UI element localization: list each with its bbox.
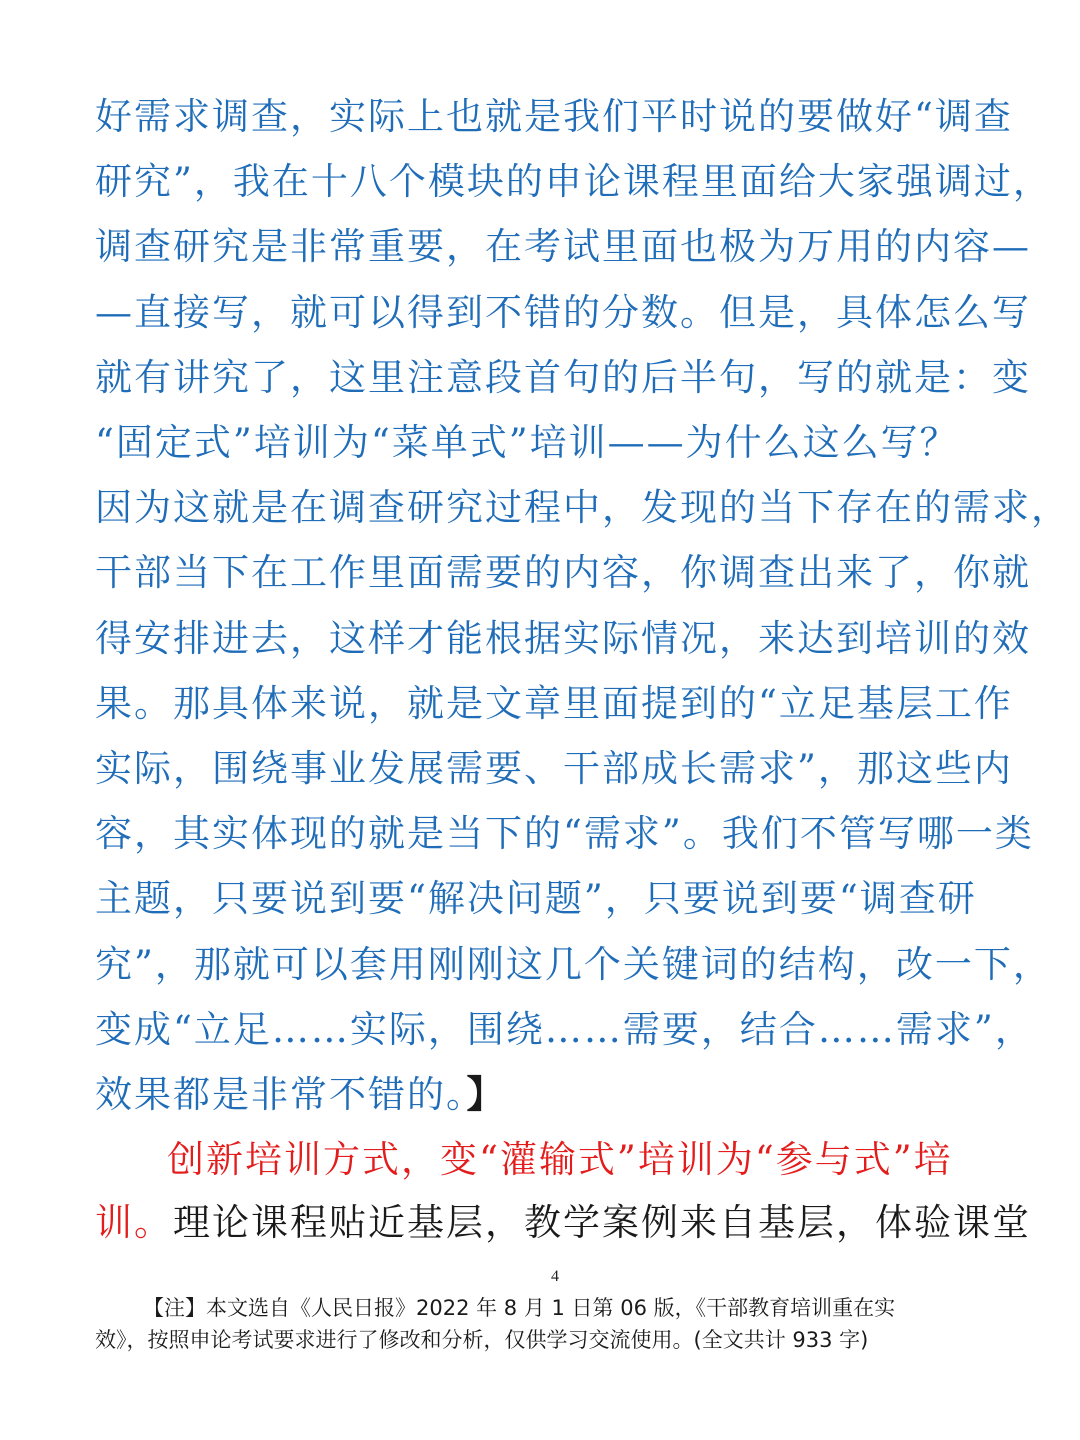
- closing-bracket: 】: [466, 1072, 506, 1117]
- commentary-line: 得安排进去，这样才能根据实际情况，来达到培训的效: [95, 616, 1031, 660]
- section-heading: 创新培训方式，变“灌输式”培训为“参与式”培: [167, 1138, 953, 1181]
- commentary-line: —直接写，就可以得到不错的分数。但是，具体怎么写: [95, 290, 1031, 334]
- commentary-line: 变成“立足……实际，围绕……需要，结合……需求”，: [95, 1007, 1034, 1051]
- section-heading-end: 训。: [95, 1201, 173, 1244]
- commentary-block: [95, 84, 1070, 1127]
- commentary-line: 调查研究是非常重要，在考试里面也极为万用的内容—: [95, 225, 1031, 269]
- commentary-last-line: [95, 1062, 1015, 1127]
- commentary-line: “固定式”培训为“菜单式”培训——为什么这么写？: [95, 421, 959, 465]
- article-line: [95, 1191, 1031, 1254]
- commentary-line: 就有讲究了，这里注意段首句的后半句，写的就是：变: [95, 355, 1031, 399]
- commentary-line: 研究”，我在十八个模块的申论课程里面给大家强调过，: [95, 160, 1052, 204]
- commentary-line: 主题，只要说到要“解决问题”，只要说到要“调查研: [95, 877, 977, 921]
- page-number: 4: [551, 1268, 559, 1285]
- commentary-line: 果。那具体来说，就是文章里面提到的“立足基层工作: [95, 681, 1013, 725]
- article-paragraph: [95, 1128, 1031, 1254]
- commentary-last-text: 效果都是非常不错的。: [95, 1073, 467, 1117]
- footnote-line: 【注】本文选自《人民日报》2022 年 8 月 1 日第 06 版，《干部教育培训重在实: [143, 1296, 896, 1320]
- footnote-line: 效》，按照申论考试要求进行了修改和分析，仅供学习交流使用。(全文共计 933 字): [95, 1328, 869, 1352]
- commentary-line: 好需求调查，实际上也就是我们平时说的要做好“调查: [95, 95, 1013, 138]
- commentary-line: 究”，那就可以套用刚刚这几个关键词的结构，改一下，: [95, 942, 1052, 986]
- commentary-line: 因为这就是在调查研究过程中，发现的当下存在的需求，: [95, 486, 1070, 530]
- commentary-line: 干部当下在工作里面需要的内容，你调查出来了，你就: [95, 551, 1031, 595]
- article-body-text: 理论课程贴近基层，教学案例来自基层，体验课堂: [173, 1201, 1031, 1244]
- commentary-line: 容，其实体现的就是当下的“需求”。我们不管写哪一类: [95, 812, 1034, 856]
- commentary-line: 实际，围绕事业发展需要、干部成长需求”，那这些内: [95, 747, 1013, 791]
- footnote: [95, 1292, 1015, 1356]
